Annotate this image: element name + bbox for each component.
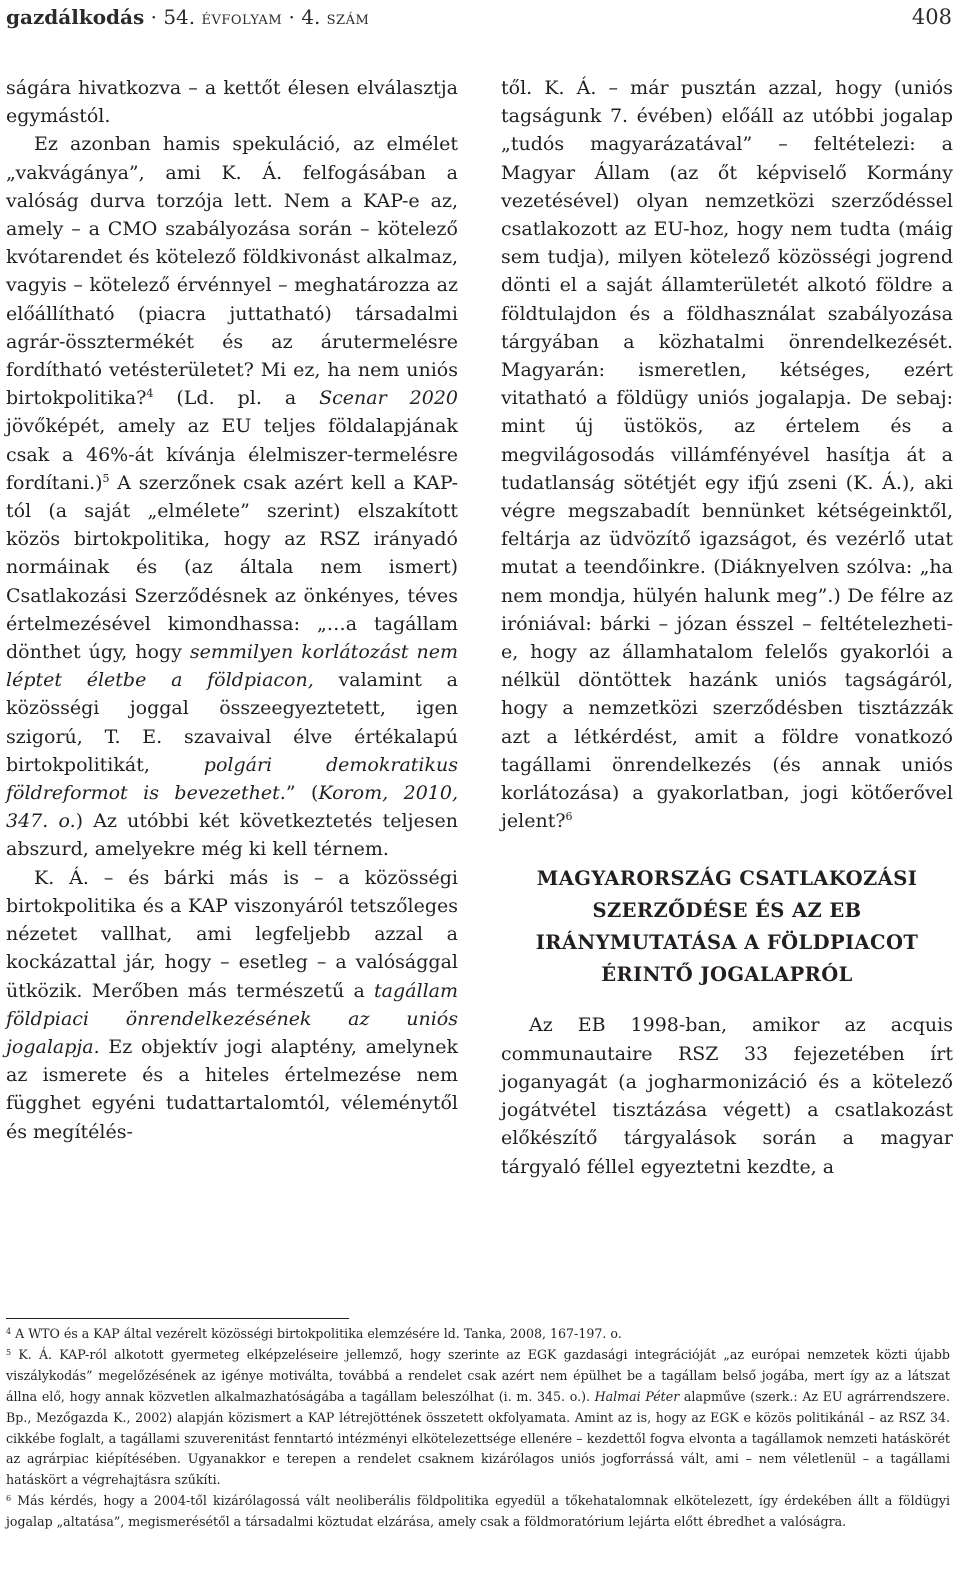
- footnote-4-text: A WTO és a KAP által vezérelt közösségi birtokpolitika elemzésére ld. Tanka, 2008, 167-197. o.: [11, 1326, 622, 1341]
- emphasis-jogalap: tagállam földpiaci önrendelkezésének az uniós jogalapja.: [6, 979, 458, 1058]
- left-paragraph-2-cont6: ) Az utóbbi két következtetés teljesen abszurd, amelyekre még ki kell térnem.: [6, 810, 458, 861]
- quote-italic-1: semmilyen korlátozást nem léptet életbe a földpiacon,: [6, 641, 458, 692]
- left-paragraph-2-cont2: jövőképét, amely az EU teljes földalapjának csak a 46%-át kívánja élelmiszer-termelésre fordítani.): [6, 415, 458, 494]
- footnote-ref-4[interactable]: 4: [146, 387, 154, 401]
- issue-separator: · 4.: [282, 5, 327, 29]
- footnote-4-number: 4: [6, 1327, 12, 1336]
- page-number: 408: [911, 5, 952, 29]
- footnote-5-text: K. Á. KAP-ról alkotott gyermeteg elképzeléseire jellemző, hogy szerinte az EGK gazdasági integrációját „az európai nemzetek közti újabb viszálykodás” megelőzésének az igénye motiválta, továbbá a rendelet csak azért nem épülhet be a tagállam belső jogába, mert így az a látszat állna elő, hogy annak közvetlen alkalmazhatóságába a tagállam beleszólhat (i. m. 345. o.).: [6, 1346, 950, 1404]
- citation-korom: Korom, 2010, 347. o.: [6, 782, 459, 833]
- footnote-5-number: 5: [6, 1347, 12, 1357]
- journal-title: gazdálkodás: [6, 5, 145, 29]
- volume-separator: · 54.: [144, 5, 202, 29]
- footnote-5-text-cont: alapműve (szerk.: Az EU agrárrendszere. Bp., Mezőgazda K., 2002) alapján közismert a KAP létrejöttének összetett okfolyamata. Amint az is, hogy az EGK e közös politikánál – az RSZ 34. cikkébe foglalt, a tagállami szuverenitást fenntartó intézményi elkötelezettsége ellenére – kezdettől fogva elvonta a tagállamok nemzeti hatáskörét az agrárpiac kiépítésében. Ugyanakkor e terepen a rendelet csaknem kizárólagos uniós jogforrássá vált, ami – nem véletlenül – a tagállami hatáskört a végrehajtásra szűkíti.: [6, 1388, 950, 1488]
- left-paragraph-2: [6, 130, 458, 863]
- footnotes: [6, 1324, 950, 1533]
- left-paragraph-3: [6, 864, 458, 1146]
- footnote-ref-6[interactable]: 6: [565, 810, 573, 824]
- right-paragraph-2: Az EB 1998-ban, amikor az acquis communautaire RSZ 33 fejezetében írt joganyagát (a jogharmonizáció és a kötelező jogátvétel tisztázása végett) a csatlakozást előkészítő tárgyalások során a magyar tárgyaló féllel egyeztetni kezdte, a: [501, 1014, 953, 1178]
- left-paragraph-2-cont: (Ld. pl. a: [153, 387, 320, 410]
- section-heading: MAGYARORSZÁG CSATLAKOZÁSI SZERZŐDÉSE ÉS AZ EB IRÁNYMUTATÁSA A FÖLDPIACOT ÉRINTŐ JOGALAPRÓL: [535, 867, 919, 987]
- footnote-5: [6, 1345, 950, 1491]
- issue-label: SZÁM: [326, 13, 370, 28]
- left-paragraph-2-cont4: valamint a közösségi joggal összeegyeztetett, igen szigorú, T. E. szavaival élve értékalapú birtokpolitikát,: [6, 669, 459, 776]
- quote-italic-2: polgári demokratikus földreformot is bevezethet.: [6, 753, 458, 805]
- left-paragraph-2-cont3: A szerzőnek csak azért kell a KAP-tól (a saját „elmélete” szerint) elszakított közös birtokpolitika, hogy az RSZ irányadó normáinak és (az általa nem ismert) Csatlakozási Szerződésnek az önkényes, téves értelmezésével kimondhassa: „…a tagállam dönthet úgy, hogy: [6, 471, 458, 664]
- right-paragraph-1: [501, 74, 953, 835]
- footnote-6: [6, 1491, 950, 1533]
- left-paragraph-2-text: Ez azonban hamis spekuláció, az elmélet „vakvágánya”, ami K. Á. felfogásában a valóság durva torzója lett. Nem a KAP-e az, amely – a CMO szabályozása során – kötelező kvótarendet és kötelező földkivonást alkalmaz, vagyis – kötelező érvénnyel – meghatározza az előállítható (piacra juttatható) társadalmi agrár-össztermékét és az árutermelésre fordítható vetésterületet? Mi ez, ha nem uniós birtokpolitika?: [6, 133, 458, 410]
- journal-line: [6, 4, 369, 34]
- footnote-divider: [6, 1318, 349, 1319]
- left-paragraph-2-cont5: ” (: [285, 782, 319, 805]
- left-paragraph-3-text: K. Á. – és bárki más is – a közösségi birtokpolitika és a KAP viszonyáról tetszőleges nézetet vallhat, ami legfeljebb azzal a kockázattal jár, hogy – esetleg – a valósággal ütközik. Merőben más természetű a: [6, 866, 458, 1002]
- right-column: [501, 74, 953, 1181]
- footnote-4: [6, 1324, 950, 1345]
- footnote-6-number: 6: [6, 1494, 12, 1504]
- left-column: [6, 74, 458, 1146]
- footnote-5-author: Halmai Péter: [594, 1388, 680, 1404]
- left-paragraph-3-cont: Ez objektív jogi alaptény, amelynek az ismerete és a hiteles értelmezése nem függhet egyéni tudattartalomtól, véleménytől és megítélés-: [6, 1035, 458, 1143]
- running-head: [6, 4, 956, 34]
- volume-label: ÉVFOLYAM: [201, 13, 283, 28]
- footnote-6-text: Más kérdés, hogy a 2004-től kizárólagossá vált neoliberális földpolitika egyedül a tőkehatalomnak elkötelezett, így érdekében állt a földügyi jogalap „altatása”, megismerésétől a társadalmi köztudat elzárása, amely csak a földmoratórium lejárta előtt ébredhet a valóságra.: [6, 1493, 950, 1530]
- left-paragraph-1: ságára hivatkozva – a kettőt élesen elválasztja egymástól.: [6, 77, 458, 128]
- scenar-title: Scenar 2020: [319, 387, 458, 410]
- footnote-ref-5[interactable]: 5: [102, 471, 110, 485]
- right-paragraph-1-text: től. K. Á. – már pusztán azzal, hogy (uniós tagságunk 7. évében) előáll az utóbbi jogalap „tudós magyarázatával” – feltételezi: a Magyar Állam (az őt képviselő Kormány vezetésével) olyan nemzetközi szerződéssel csatlakozott az EU-hoz, hogy nem tudta (máig sem tudja), milyen kötelező közösségi jogrend dönti el a saját államterületét alkotó földre a földtulajdon és a földhasználat szabályozása tárgyában a közhatalmi önrendelkezését. Magyarán: ismeretlen, kétséges, ezért vitatható a földügy uniós jogalapja. De sebaj: mint új üstökös, az értelem és a megvilágosodás villámfényével hasítja át a tudatlanság sötétjét egy ifjú zseni (K. Á.), aki végre megszabadít bennünket kétségeinktől, feltárja az üdvözítő igazságot, és vezérlő utat mutat a teendőinkre. (Diáknyelven szólva: „ha nem mondja, hülyén halunk meg”.) De félre az iróniával: bárki – józan ésszel – feltételezheti-e, hogy az államhatalom felelős gyakorlói a nélkül döntöttek hazánk uniós tagságáról, hogy a nemzetközi szerződésben tisztázzák azt a létkérdést, amit a földre vonatkozó tagállami önrendelkezés (és annak uniós korlátozása) a gyakorlatban, jogi kötőerővel jelent?: [501, 77, 953, 833]
